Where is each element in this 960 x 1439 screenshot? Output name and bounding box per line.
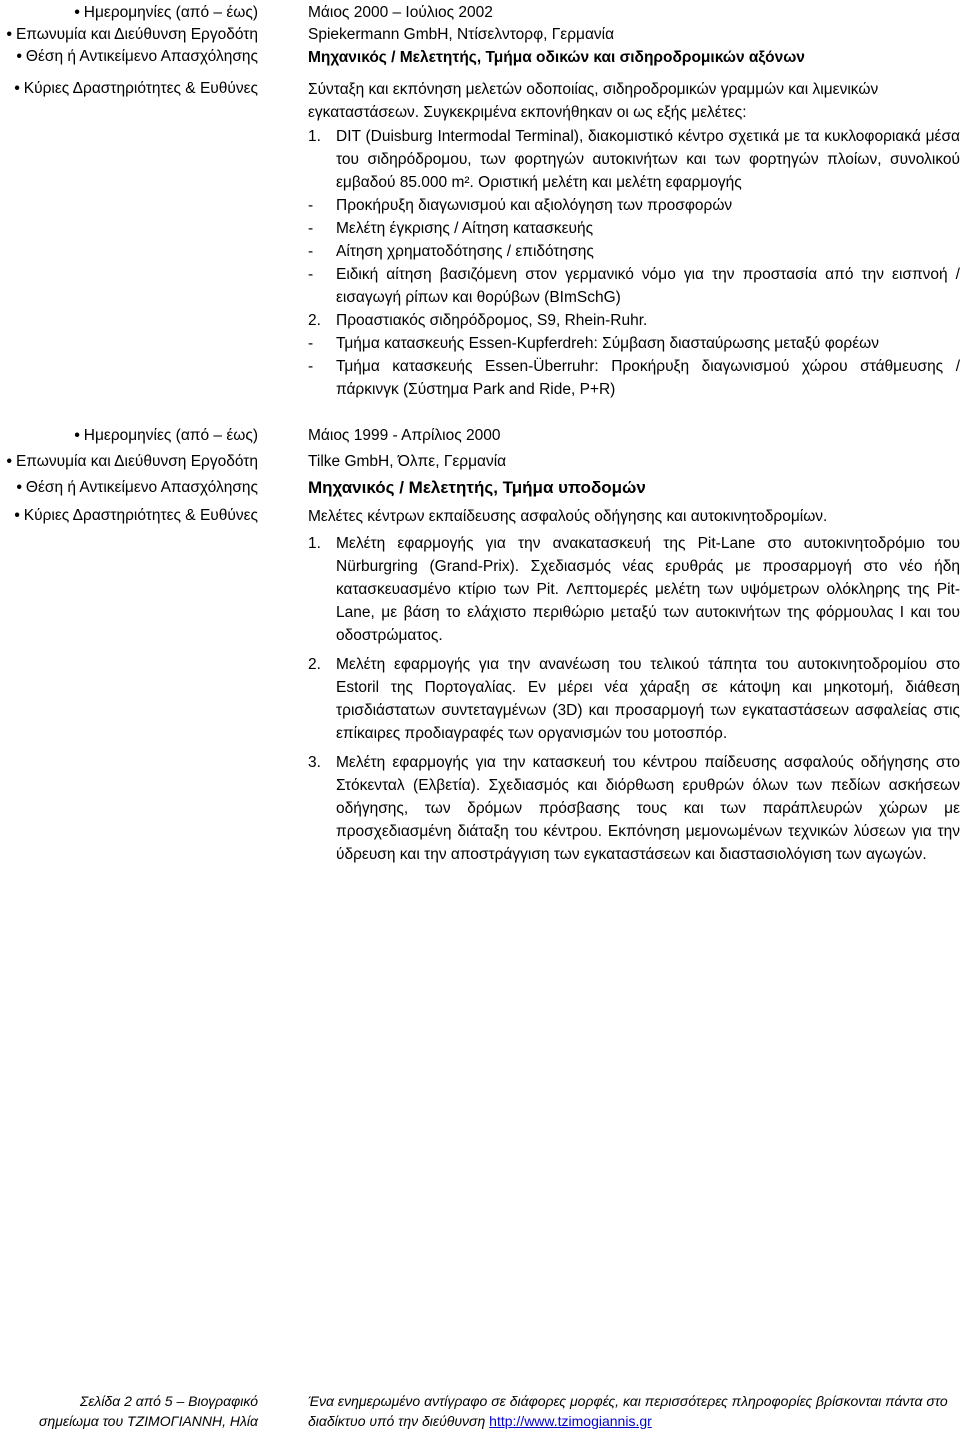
- entry1-sub-1: [308, 194, 960, 217]
- entry2-item-1: [308, 532, 960, 647]
- entry1-sub-4: [308, 263, 960, 309]
- label-text: Θέση ή Αντικείμενο Απασχόλησης: [25, 48, 258, 65]
- bullet-icon: •: [6, 26, 12, 43]
- entry1-sub-5: [308, 332, 960, 355]
- website-link[interactable]: http://www.tzimogiannis.gr: [489, 1413, 652, 1429]
- item-number: 3.: [308, 754, 321, 771]
- dash-icon: -: [308, 335, 314, 352]
- label-text: Κύριες Δραστηριότητες & Ευθύνες: [23, 507, 258, 524]
- footer-page-info: Σελίδα 2 από 5 – Βιογραφικό σημείωμα του ΤΖΙΜΟΓΙΑΝΝΗ, Ηλία: [39, 1393, 258, 1429]
- label-text: Θέση ή Αντικείμενο Απασχόλησης: [25, 479, 258, 496]
- sub-item-text: Ειδική αίτηση βασιζόμενη στον γερμανικό νόμο για την προστασία από την εισπνοή / εισαγωγή ρίπων και θορύβων (BImSchG): [336, 266, 960, 306]
- label-duties: [0, 78, 258, 100]
- dash-icon: -: [308, 358, 314, 375]
- entry2-position: Μηχανικός / Μελετητής, Τμήμα υποδομών: [308, 478, 646, 497]
- label-employer: [0, 24, 258, 46]
- sub-item-text: Αίτηση χρηματοδότησης / επιδότησης: [336, 243, 594, 260]
- item-text: Μελέτη εφαρμογής για την ανανέωση του τελικού τάπητα του αυτοκινητοδρομίου στο Estoril της Πορτογαλίας. Εν μέρει νέα χάραξη σε κάτοψη και μηκοτομή, διάθεση τρισδιάστατων συντεταγμένων (3D) και προσαρμογή των εγκαταστάσεων ασφαλείας στις επίκαιρες προδιαγραφές των οργανισμών του μοτοσπόρ.: [336, 656, 960, 742]
- item-text: Μελέτη εφαρμογής για την κατασκευή του κέντρου παίδευσης ασφαλούς οδήγησης στο Στόκενταλ (Ελβετία). Σχεδιασμός και διόρθωση ερυθρών όλων των πεδίων ασκήσεων οδήγησης, των δρόμων πρόσβασης τους και των παράπλευρών χώρων με προσχεδιασμένη διάταξη του κέντρου. Εκπόνηση μεμονωμένων τεχνικών λύσεων για την ύδρευση και την αποστράγγιση των εγκαταστάσεων και διαστασιολόγιση των αγωγών.: [336, 754, 960, 863]
- entry2-duties: [308, 505, 960, 866]
- label-employer-2: [0, 451, 258, 473]
- label-text: Ημερομηνίες (από – έως): [83, 4, 258, 21]
- sub-item-text: Τμήμα κατασκευής Essen-Überruhr: Προκήρυξη διαγωνισμού χώρου στάθμευσης / πάρκινγκ (Σύστημα Park and Ride, P+R): [336, 358, 960, 398]
- label-text: Επωνυμία και Διεύθυνση Εργοδότη: [15, 26, 258, 43]
- bullet-icon: •: [74, 427, 80, 444]
- entry1-intro: Σύνταξη και εκπόνηση μελετών οδοποιίας, σιδηροδρομικών γραμμών και λιμενικών εγκαταστάσεων. Συγκεκριμένα εκπονήθηκαν οι ως εξής μελέτες:: [308, 81, 879, 121]
- item-text: Μελέτη εφαρμογής για την ανακατασκευή της Pit-Lane στο αυτοκινητοδρόμιο του Nürburgring (Grand-Prix). Σχεδιασμός νέας ερυθράς με προσαρμογή στο νέο ήδη κατασκευασμένο κτίριο των Pit. Λεπτομερές μελέτη των υψόμετρων ολόκληρης της Pit-Lane, με βάση το ελάχιστο περιθώριο μεταξύ των αυτοκινήτων της φόρμουλας Ι και του οδοστρώματος.: [336, 535, 960, 644]
- entry2-intro: Μελέτες κέντρων εκπαίδευσης ασφαλούς οδήγησης και αυτοκινητοδρομίων.: [308, 508, 828, 525]
- dash-icon: -: [308, 220, 314, 237]
- bullet-icon: •: [14, 507, 20, 524]
- dash-icon: -: [308, 243, 314, 260]
- entry2-dates: Μάιος 1999 - Απρίλιος 2000: [308, 427, 501, 444]
- label-position-2: [0, 477, 258, 499]
- label-text: Ημερομηνίες (από – έως): [83, 427, 258, 444]
- item-number: 1.: [308, 535, 321, 552]
- item-text: DIT (Duisburg Intermodal Terminal), διακομιστικό κέντρο σχετικά με τα κυκλοφοριακά μέσα του σιδηρόδρομου, των φορτηγών αυτοκινήτων και των φορτηγών πλοίων, συνολικού εμβαδού 85.000 m². Οριστική μελέτη και μελέτη εφαρμογής: [336, 128, 960, 191]
- item-text: Προαστιακός σιδηρόδρομος, S9, Rhein-Ruhr.: [336, 312, 648, 329]
- entry1-item-2: [308, 309, 960, 332]
- entry1-item-1: [308, 125, 960, 194]
- entry1-dates: Μάιος 2000 – Ιούλιος 2002: [308, 4, 493, 21]
- bullet-icon: •: [6, 453, 12, 470]
- sub-item-text: Προκήρυξη διαγωνισμού και αξιολόγηση των προσφορών: [336, 197, 733, 214]
- entry1-duties: [308, 78, 960, 401]
- entry1-sub-3: [308, 240, 960, 263]
- footer-note: [308, 1391, 948, 1431]
- entry2-item-3: [308, 751, 960, 866]
- entry2-employer: Tilke GmbH, Όλπε, Γερμανία: [308, 453, 507, 470]
- label-duties-2: [0, 505, 258, 527]
- footer-note-text: Ένα ενημερωμένο αντίγραφο σε διάφορες μορφές, και περισσότερες πληροφορίες βρίσκονται πάντα στο διαδίκτυο υπό την διεύθυνση: [308, 1393, 948, 1429]
- bullet-icon: •: [14, 80, 20, 97]
- bullet-icon: •: [16, 479, 22, 496]
- label-text: Επωνυμία και Διεύθυνση Εργοδότη: [15, 453, 258, 470]
- label-position: [0, 46, 258, 68]
- bullet-icon: •: [74, 4, 80, 21]
- entry1-employer: Spiekermann GmbH, Ντίσελντορφ, Γερμανία: [308, 26, 615, 43]
- label-dates: [0, 2, 258, 24]
- label-dates-2: [0, 425, 258, 447]
- entry1-sub-6: [308, 355, 960, 401]
- sub-item-text: Μελέτη έγκρισης / Αίτηση κατασκευής: [336, 220, 594, 237]
- item-number: 2.: [308, 312, 321, 329]
- entry2-item-2: [308, 653, 960, 745]
- entry1-sub-2: [308, 217, 960, 240]
- entry1-position: Μηχανικός / Μελετητής, Τμήμα οδικών και σιδηροδρομικών αξόνων: [308, 49, 805, 66]
- bullet-icon: •: [16, 48, 22, 65]
- dash-icon: -: [308, 266, 314, 283]
- item-number: 1.: [308, 128, 321, 145]
- item-number: 2.: [308, 656, 321, 673]
- sub-item-text: Τμήμα κατασκευής Essen-Kupferdreh: Σύμβαση διασταύρωσης μεταξύ φορέων: [336, 335, 879, 352]
- dash-icon: -: [308, 197, 314, 214]
- label-text: Κύριες Δραστηριότητες & Ευθύνες: [23, 80, 258, 97]
